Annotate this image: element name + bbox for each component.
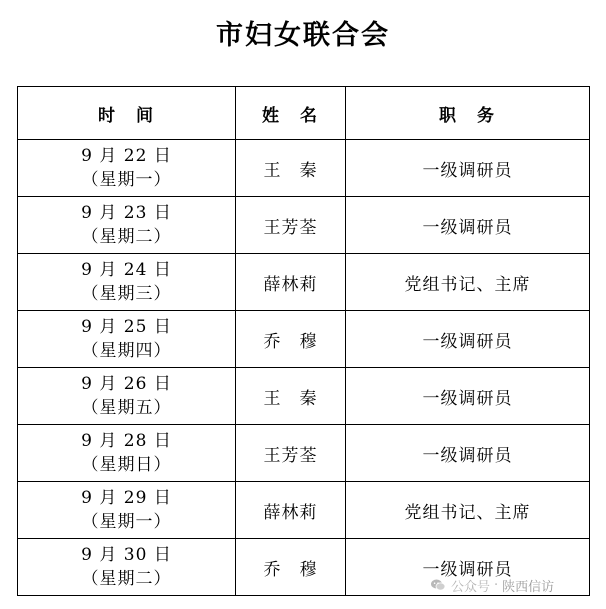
- weekday-text: （星期四）: [81, 341, 172, 361]
- table-row: [18, 254, 590, 311]
- table-row: [18, 197, 590, 254]
- table-row: [18, 311, 590, 368]
- duty-schedule-table: [17, 86, 590, 596]
- time-cell: [18, 254, 236, 311]
- date-text: 9 月 22 日: [81, 146, 172, 166]
- date-text: 9 月 25 日: [81, 317, 172, 337]
- weekday-text: （星期二）: [81, 569, 172, 589]
- position-cell: 党组书记、主席: [346, 254, 590, 311]
- date-text: 9 月 26 日: [81, 374, 172, 394]
- wechat-icon: [430, 577, 446, 593]
- position-cell: 一级调研员: [346, 425, 590, 482]
- table-header-row: [18, 87, 590, 140]
- position-cell: 一级调研员: [346, 368, 590, 425]
- date-text: 9 月 28 日: [81, 431, 172, 451]
- date-text: 9 月 24 日: [81, 260, 172, 280]
- weekday-text: （星期一）: [81, 512, 172, 532]
- position-cell: 一级调研员: [346, 140, 590, 197]
- watermark-source: 陕西信访: [502, 579, 555, 595]
- time-cell: [18, 140, 236, 197]
- header-name: 姓 名: [236, 87, 346, 140]
- name-cell: 王芳荃: [236, 425, 346, 482]
- header-time: 时 间: [18, 87, 236, 140]
- name-cell: 薛林莉: [236, 254, 346, 311]
- date-text: 9 月 23 日: [81, 203, 172, 223]
- position-cell: 一级调研员: [346, 197, 590, 254]
- time-cell: [18, 368, 236, 425]
- name-cell: 乔 穆: [236, 539, 346, 596]
- watermark-separator: ·: [494, 577, 499, 593]
- header-position: 职 务: [346, 87, 590, 140]
- time-cell: [18, 311, 236, 368]
- time-cell: [18, 425, 236, 482]
- position-cell: 一级调研员: [346, 311, 590, 368]
- name-cell: 薛林莉: [236, 482, 346, 539]
- position-cell: 党组书记、主席: [346, 482, 590, 539]
- table-row: [18, 140, 590, 197]
- weekday-text: （星期二）: [81, 227, 172, 247]
- name-cell: 乔 穆: [236, 311, 346, 368]
- table-row: [18, 425, 590, 482]
- name-cell: 王芳荃: [236, 197, 346, 254]
- date-text: 9 月 29 日: [81, 488, 172, 508]
- source-watermark: [430, 575, 554, 595]
- date-text: 9 月 30 日: [81, 545, 172, 565]
- name-cell: 王 秦: [236, 368, 346, 425]
- weekday-text: （星期日）: [81, 455, 172, 475]
- position-cell: 一级调研员: [346, 539, 590, 596]
- name-cell: 王 秦: [236, 140, 346, 197]
- watermark-label: 公众号: [451, 579, 491, 595]
- table-row: [18, 368, 590, 425]
- page-title: 市妇女联合会: [216, 20, 390, 51]
- table-row: [18, 482, 590, 539]
- time-cell: [18, 197, 236, 254]
- weekday-text: （星期五）: [81, 398, 172, 418]
- time-cell: [18, 539, 236, 596]
- weekday-text: （星期三）: [81, 284, 172, 304]
- weekday-text: （星期一）: [81, 170, 172, 190]
- time-cell: [18, 482, 236, 539]
